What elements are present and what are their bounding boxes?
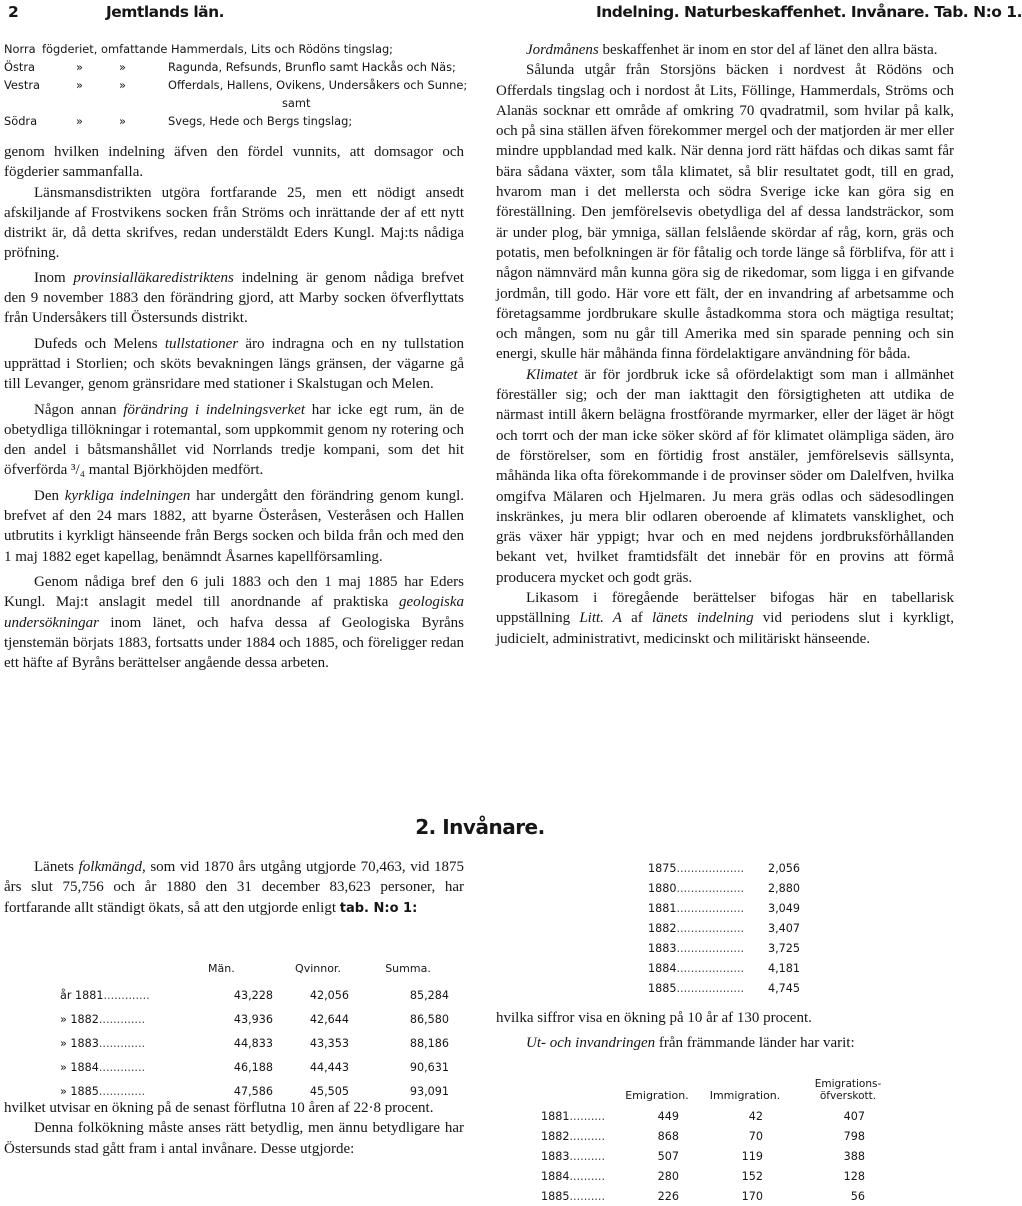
table-row: 1881................... 3,049 <box>648 901 801 915</box>
table-row: » 1882............. 43,936 42,644 86,580 <box>60 1012 449 1026</box>
paragraph: genom hvilken indelning äfven den fördel vunnits, att domsagor och fögderier sammanfalla. <box>4 144 464 181</box>
paragraph: Länsmansdistrikten utgöra fortfarande 25, men ett nödigt ansedt afskiljande af Frostvikens socken från Ströms och inrättande der af ett nytt distrikt är, då detta skrifves, redan understäldt Eders Kungl. Maj:ts nådiga pröfning. <box>4 184 464 262</box>
table-row: 1875................... 2,056 <box>648 861 801 875</box>
table-row: 1883................... 3,725 <box>648 941 801 955</box>
fogderi-line: Vestra » » Offerdals, Hallens, Ovikens, Undersåkers och Sunne; <box>4 78 468 92</box>
bottom-left-column <box>4 857 464 919</box>
table-row: 1885................... 4,745 <box>648 981 801 995</box>
table-row: » 1883............. 44,833 43,353 88,186 <box>60 1036 449 1050</box>
table-row: 1882................... 3,407 <box>648 921 801 935</box>
column-header: Emigration. <box>625 1089 689 1102</box>
column-header: Qvinnor. <box>295 962 341 975</box>
paragraph: Jordmånens beskaffenhet är inom en stor del af länet den allra bästa. <box>526 42 938 58</box>
running-head-left: Jemtlands län. <box>106 3 225 21</box>
column-header: Emigrations-öfverskott. <box>814 1078 882 1102</box>
table-row: » 1884............. 46,188 44,443 90,631 <box>60 1060 449 1074</box>
migration-table <box>541 1072 903 1206</box>
column-header: Män. <box>208 962 235 975</box>
table-row: 1883.......... 507 119 388 <box>541 1149 865 1163</box>
bottom-left-column-cont <box>4 1098 464 1159</box>
paragraph: Den kyrkliga indelningen har undergått den förändring genom kungl. brefvet af den 24 mars 1882, att byarne Österåsen, Vesteråsen och Hallen utbrutits i kyrkligt hänseende från Bergs socken och bilda från och med den 1 maj 1882 eget kapellag, benämndt Åsarnes kapellförsamling. <box>4 487 464 565</box>
fogderi-line: Norra fögderiet, omfattande Hammerdals, Lits och Rödöns tingslag; <box>4 42 394 56</box>
table-header-row <box>541 1072 903 1102</box>
fogderi-line: Östra » » Ragunda, Refsunds, Brunflo samt Hackås och Näs; <box>4 60 456 74</box>
paragraph: Ut- och invandringen från främmande länder har varit: <box>526 1035 855 1052</box>
running-head-right: Indelning. Naturbeskaffenhet. Invånare. Tab. N:o 1. <box>596 3 1022 21</box>
table-row: 1885.......... 226 170 56 <box>541 1189 865 1203</box>
right-column <box>496 40 954 649</box>
table-row: 1882.......... 868 70 798 <box>541 1129 865 1143</box>
bottom-right-column <box>496 1008 954 1054</box>
table-row: 1884................... 4,181 <box>648 961 801 975</box>
table-row: 1881.......... 449 42 407 <box>541 1109 865 1123</box>
paragraph: Någon annan förändring i indelningsverket har icke egt rum, än de obetydliga tillökningar i rotemantal, som uppkommit genom ny rotering och den andel i båtsmanshållet vid Norrlands tredje kompani, som det hit öfverförda ³/₄ mantal Björkhöjden medfört. <box>4 401 464 479</box>
paragraph: Länets folkmängd, som vid 1870 års utgång utgjorde 70,463, vid 1875 års slut 75,756 och år 1880 den 31 december 83,623 personer, har fortfarande allt ständigt ökats, så att den utgjorde enligt tab. N:o 1: <box>4 859 464 916</box>
paragraph: Klimatet är för jordbruk icke så ofördelaktigt som man i allmänhet föreställer sig; och der man iakttagit den försigtigheten att utdika de närmast intill åkern belägna frostförande myrmarker, eller der läget är högt och torrt och der man icke söker skörd af för klimatet olämpliga säden, äro de förstörelser, som en förtidig frost anstäler, jemförelsevis sällsynta, måhända lika ofta förekommande i de provinser söder om Dalelfven, hvilka omgifva Mälaren och Hjelmaren. Ju mera gräs odlas och sädesodlingen inskränkes, ju mera blir odlaren oberoende af klimatets vansklighet, och gräs växer här yppigt; hvar och en med nejdens jordbruksförhållanden bekant vet, hvilket framtidsfält det innebär för en provins att förmå producera mycket och godt gräs. <box>496 366 954 586</box>
table-row: år 1881............. 43,228 42,056 85,284 <box>60 988 449 1002</box>
fogderi-line: Södra » » Svegs, Hede och Bergs tingslag; <box>4 114 353 128</box>
population-table <box>60 955 453 1103</box>
fogderi-line: samt <box>282 96 311 110</box>
paragraph: Inom provinsialläkaredistriktens indelning är genom nådiga brefvet den 9 november 1883 den förändring gjord, att Marby socken öfverflyttats från Undersåkers till Östersunds distrikt. <box>4 269 464 327</box>
left-column <box>4 40 468 673</box>
paragraph: hvilket utvisar en ökning på de senast förflutna 10 åren af 22·8 procent. <box>4 1100 434 1116</box>
paragraph: Denna folkökning måste anses rätt betydlig, men ännu betydligare har Östersunds stad gått fram i antal invånare. Desse utgjorde: <box>4 1120 464 1157</box>
table-row: 1880................... 2,880 <box>648 881 801 895</box>
fogderi-list <box>4 40 468 130</box>
paragraph: Sålunda utgår från Storsjöns bäcken i nordvest åt Rödöns och Offerdals tingslag och i nordost åt Lits, Föllinge, Hammerdals, Ströms och Alanäs socknar ett område af omkring 70 qvadratmil, som hvilar på kalk, och på sina ställen äfven förekommer mergel och der matjorden är mer eller mindre uppblandad med kalk. När denna jord rätt häfdas och dikas samt får bära sådana växter, som tåla klimatet, så blir resultatet godt, till en grad, hvarom man i det mellersta och södra Sverige icke kan göra sig en föreställning. Den jemförelsevis obetydliga del af dessa landsträckor, som är under plog, bär ymniga, sällan felslående skördar af råg, korn, gräs och potatis, men befolkningen är för fåtalig och torde länge så förblifva, för att i någon nämnvärd mån kunna göra sig de rikedomar, som ligga i en gifvande jordmån, till godo. Här vore ett fält, der en invandring af arbetsamme och företagsamme jordbrukare skulle åstadkomma stora och mägtiga resultat; och mången, som nu går till Amerika med sin sparade penning och sin energi, skulle här måhända finna fördelaktigare användning för båda. <box>496 62 954 363</box>
table-row: 1884.......... 280 152 128 <box>541 1169 865 1183</box>
table-header-row <box>60 955 453 975</box>
paragraph: Genom nådiga bref den 6 juli 1883 och den 1 maj 1885 har Eders Kungl. Maj:t anslagit medel till anordnande af praktiska geologiska undersökningar inom länet, och hafva dessa af Geologiska Byråns tjenstemän börjats 1883, fortsatts under 1884 och 1885, och föreligger redan ett häfte af Byråns berättelser angående dessa arbeten. <box>4 573 464 672</box>
page-number: 2 <box>8 3 19 21</box>
paragraph: hvilka siffror visa en ökning på 10 år af 130 procent. <box>496 1010 812 1026</box>
section-title: 2. Invånare. <box>415 815 545 839</box>
paragraph: Dufeds och Melens tullstationer äro indragna och en ny tullstation upprättad i Storlien; och sköts bevakningen längs gränsen, der vägarne gå till Levanger, genom gränsridare med stationer i Skalstugan och Melen. <box>4 335 464 393</box>
ostersund-table <box>648 858 800 998</box>
paragraph: Likasom i föregående berättelser bifogas här en tabellarisk uppställning Litt. A af länets indelning vid periodens slut i kyrkligt, judicielt, administrativt, medicinskt och militäriskt hänseende. <box>496 590 954 647</box>
column-header: Summa. <box>385 962 431 975</box>
table-row: » 1885............. 47,586 45,505 93,091 <box>60 1084 449 1098</box>
column-header: Immigration. <box>709 1089 781 1102</box>
